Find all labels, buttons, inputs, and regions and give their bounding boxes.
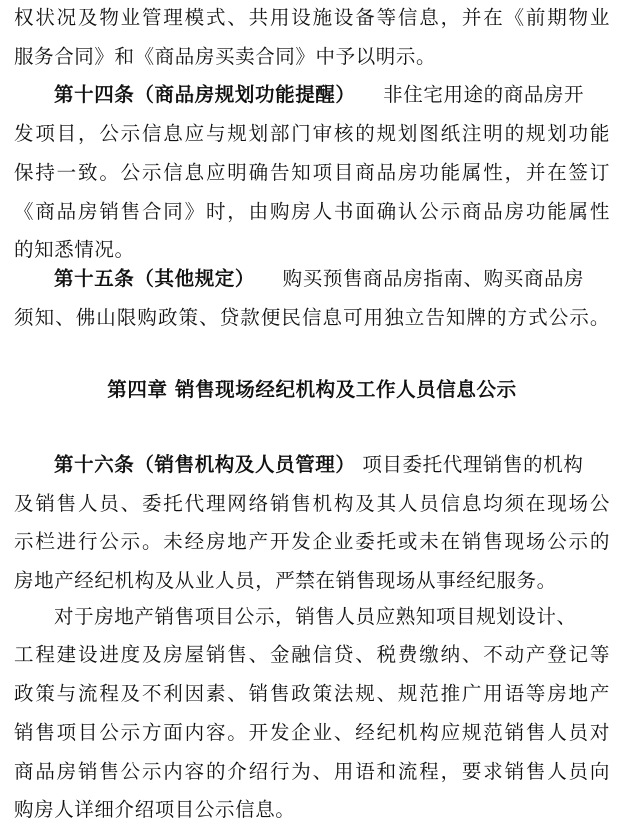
paragraph-line: 工程建设进度及房屋销售、金融信贷、税费缴纳、不动产登记等 <box>14 643 610 666</box>
article-16-heading: 第十六条（销售机构及人员管理） <box>54 453 356 476</box>
article-14-heading: 第十四条（商品房规划功能提醒） <box>54 83 356 106</box>
paragraph-line: 商品房销售公示内容的介绍行为、用语和流程，要求销售人员向 <box>14 760 610 783</box>
article-15-first-line <box>54 266 584 292</box>
article-14-line: 发项目，公示信息应与规划部门审核的规划图纸注明的规划功能 <box>14 122 610 145</box>
paragraph-line: 销售项目公示方面内容。开发企业、经纪机构应规范销售人员对 <box>14 721 610 744</box>
paragraph-line: 权状况及物业管理模式、共用设施设备等信息，并在《前期物业 <box>14 6 610 29</box>
paragraph-line: 服务合同》和《商品房买卖合同》中予以明示。 <box>14 45 437 68</box>
chapter-title: 第四章 销售现场经纪机构及工作人员信息公示 <box>107 378 517 401</box>
article-16-first-line <box>54 452 583 478</box>
article-15-heading: 第十五条（其他规定） <box>54 267 256 290</box>
article-15-line: 须知、佛山限购政策、贷款便民信息可用独立告知牌的方式公示。 <box>14 306 610 329</box>
article-14-line: 保持一致。公示信息应明确告知项目商品房功能属性，并在签订 <box>14 161 610 184</box>
article-16-line: 及销售人员、委托代理网络销售机构及其人员信息均须在现场公 <box>14 492 610 515</box>
paragraph-line: 对于房地产销售项目公示，销售人员应熟知项目规划设计、 <box>54 605 577 628</box>
article-14-line: 的知悉情况。 <box>14 238 135 261</box>
article-16-line: 房地产经纪机构及从业人员，严禁在销售现场从事经纪服务。 <box>14 569 557 592</box>
paragraph-line: 政策与流程及不利因素、销售政策法规、规范推广用语等房地产 <box>14 682 610 705</box>
article-15-text: 购买预售商品房指南、购买商品房 <box>282 267 585 290</box>
article-14-first-line <box>54 82 584 108</box>
article-16-text: 项目委托代理销售的机构 <box>362 453 584 476</box>
paragraph-line: 购房人详细介绍项目公示信息。 <box>14 798 296 821</box>
article-14-line: 《商品房销售合同》时，由购房人书面确认公示商品房功能属性 <box>14 200 610 223</box>
article-14-text: 非住宅用途的商品房开 <box>383 83 585 106</box>
article-16-line: 示栏进行公示。未经房地产开发企业委托或未在销售现场公示的 <box>14 530 610 553</box>
